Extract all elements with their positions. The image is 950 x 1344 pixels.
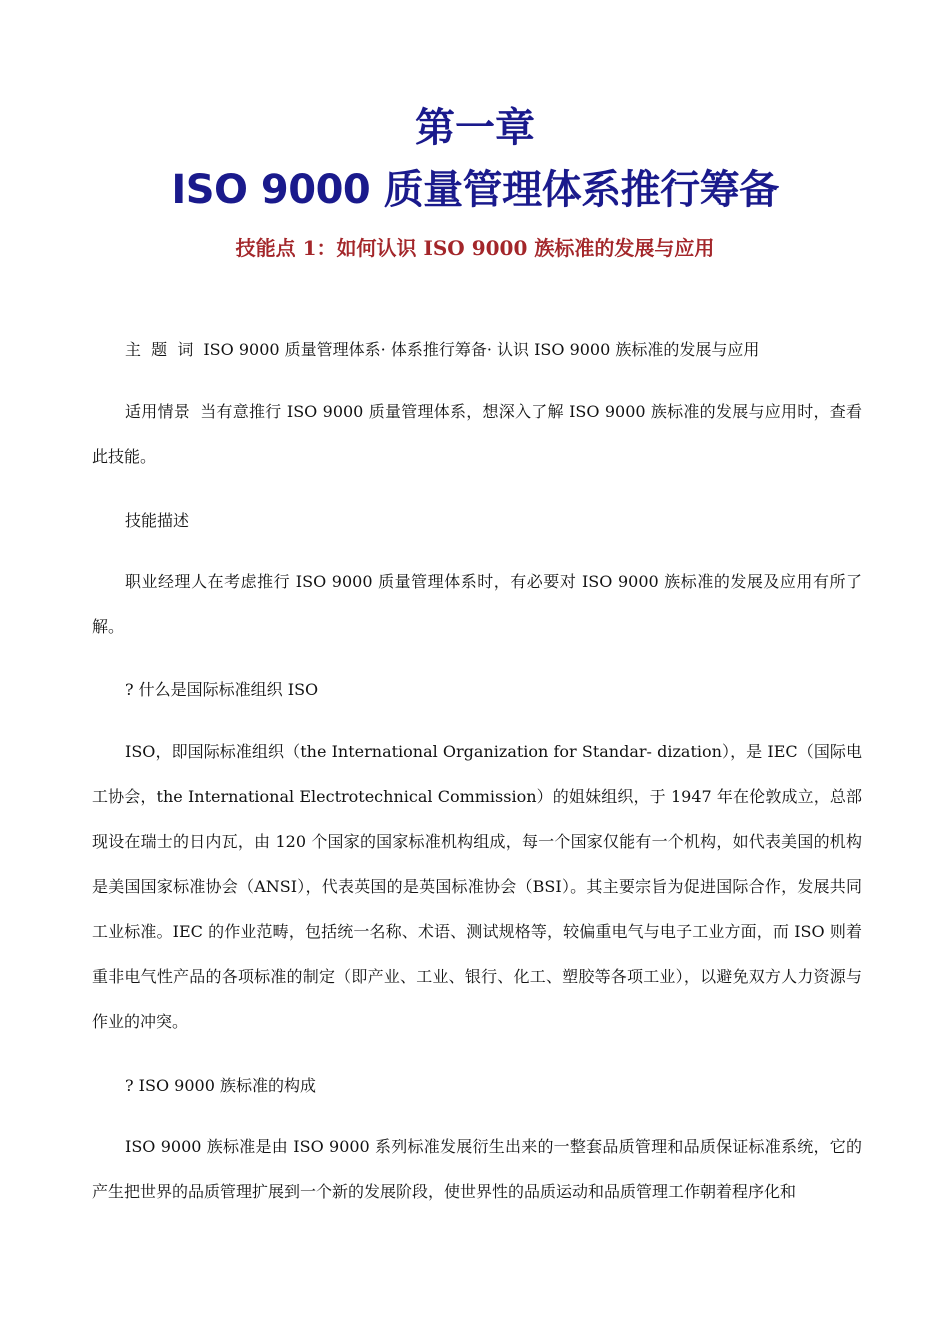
section-heading-iso: ? 什么是国际标准组织 ISO — [125, 680, 319, 699]
keywords-text: ISO 9000 质量管理体系· 体系推行筹备· 认识 ISO 9000 族标准的发展与应用 — [203, 340, 760, 359]
section-heading-family: ? ISO 9000 族标准的构成 — [125, 1076, 316, 1095]
document-title: ISO 9000 质量管理体系推行筹备 — [171, 167, 779, 213]
description-heading: 技能描述 — [125, 511, 190, 530]
keywords-paragraph — [92, 327, 862, 372]
description-paragraph: 职业经理人在考虑推行 ISO 9000 质量管理体系时，有必要对 ISO 9000 族标准的发展及应用有所了解。 — [92, 572, 862, 636]
scenario-paragraph — [92, 389, 862, 479]
skill-point-title: 技能点 1：如何认识 ISO 9000 族标准的发展与应用 — [235, 236, 715, 260]
section-paragraph-iso: ISO，即国际标准组织（the International Organization for Standar- dization），是 IEC（国际电工协会，the International Electrotechnical Commission）的姐妹组织，于 1947 年在伦敦成立，总部现设在瑞士的日内瓦，由 120 个国家的国家标准机构组成，每一个国家仅能有一个机构，如代表美国的机构是美国国家标准协会（ANSI），代表英国的是英国标准协会（BSI）。其主要宗旨为促进国际合作，发展共同工业标准。IEC 的作业范畴，包括统一名称、术语、测试规格等，较偏重电气与电子工业方面，而 ISO 则着重非电气性产品的各项标准的制定（即产业、工业、银行、化工、塑胶等各项工业），以避免双方人力资源与作业的冲突。 — [92, 742, 862, 1031]
section-paragraph-family: ISO 9000 族标准是由 ISO 9000 系列标准发展衍生出来的一整套品质管理和品质保证标准系统，它的产生把世界的品质管理扩展到一个新的发展阶段，使世界性的品质运动和品质管理工作朝着程序化和 — [92, 1137, 862, 1201]
chapter-title: 第一章 — [415, 105, 535, 151]
scenario-label: 适用情景 — [125, 402, 191, 421]
scenario-text: 当有意推行 ISO 9000 质量管理体系，想深入了解 ISO 9000 族标准的发展与应用时，查看此技能。 — [92, 402, 862, 466]
keywords-label: 主 题 词 — [125, 340, 194, 359]
